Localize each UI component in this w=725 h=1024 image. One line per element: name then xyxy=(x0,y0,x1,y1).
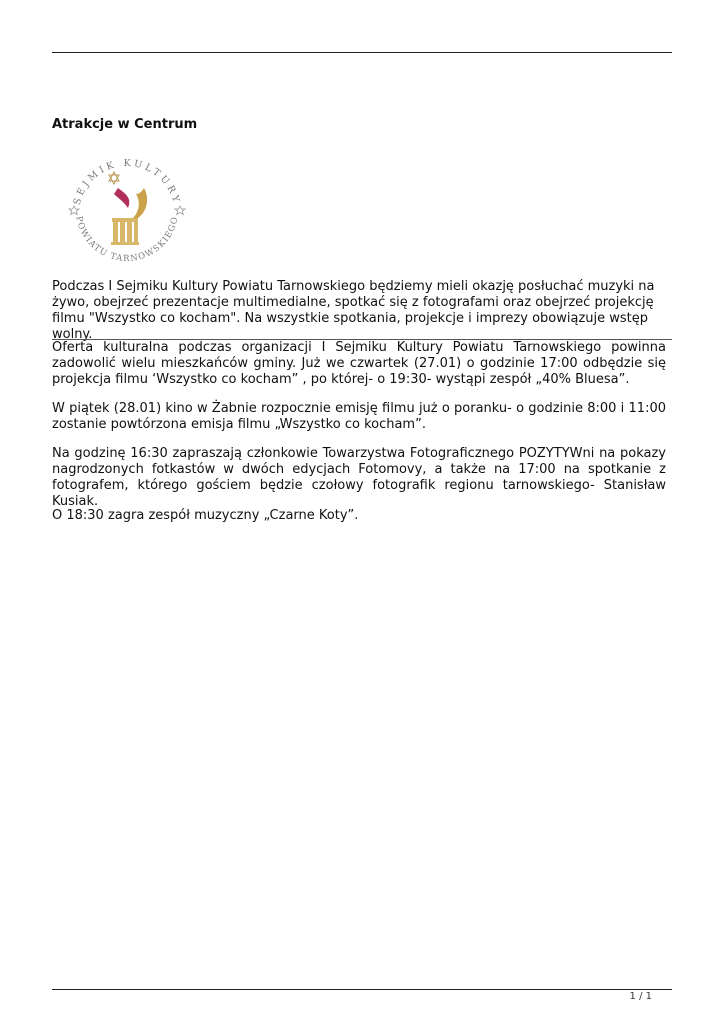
sejmik-kultury-logo xyxy=(62,148,192,264)
footer-rule xyxy=(52,989,672,990)
body-paragraph: Na godzinę 16:30 zapraszają członkowie Towarzystwa Fotograficznego POZYTYWni na pokazy nagrodzonych fotkastów w dwóch edycjach Fotomovy, a także na 17:00 na spotkanie z fotografem, którego gościem będzie czołowy fotografik regionu tarnowskiego- Stanisław Kusiak. xyxy=(52,446,666,509)
body-paragraph: O 18:30 zagra zespół muzyczny „Czarne Koty”. xyxy=(52,508,359,523)
header-rule xyxy=(52,52,672,53)
star-of-david-icon xyxy=(109,172,119,184)
body-paragraph: Oferta kulturalna podczas organizacji I Sejmiku Kultury Powiatu Tarnowskiego powinna zadowolić wielu mieszkańców gminy. Już we czwartek (27.01) o godzinie 17:00 odbędzie się projekcja filmu ‘Wszystko co kocham” , po której- o 19:30- wystąpi zespół „40% Bluesa”. xyxy=(52,340,666,387)
svg-text:POWIATU TARNOWSKIEGO: POWIATU TARNOWSKIEGO xyxy=(73,215,181,264)
star-icon xyxy=(69,206,185,215)
page-number: 1 / 1 xyxy=(629,991,652,1002)
crescent-icon xyxy=(128,188,147,222)
body-paragraph: W piątek (28.01) kino w Żabnie rozpocznie emisję filmu już o poranku- o godzinie 8:00 i 11:00 zostanie powtórzona emisja filmu „Wszystko co kocham”. xyxy=(52,401,666,432)
svg-text:SEJMIK KULTURY: SEJMIK KULTURY xyxy=(71,157,183,207)
ribbon-icon xyxy=(114,188,129,208)
article-title: Atrakcje w Centrum xyxy=(52,117,198,132)
intro-paragraph: Podczas I Sejmiku Kultury Powiatu Tarnowskiego będziemy mieli okazję posłuchać muzyki na żywo, obejrzeć prezentacje multimedialne, spotkać się z fotografami oraz obejrzeć projekcję filmu "Wszystko co kocham". Na wszystkie spotkania, projekcje i imprezy obowiązuje wstęp wolny. xyxy=(52,279,655,342)
columns-icon xyxy=(111,218,139,245)
